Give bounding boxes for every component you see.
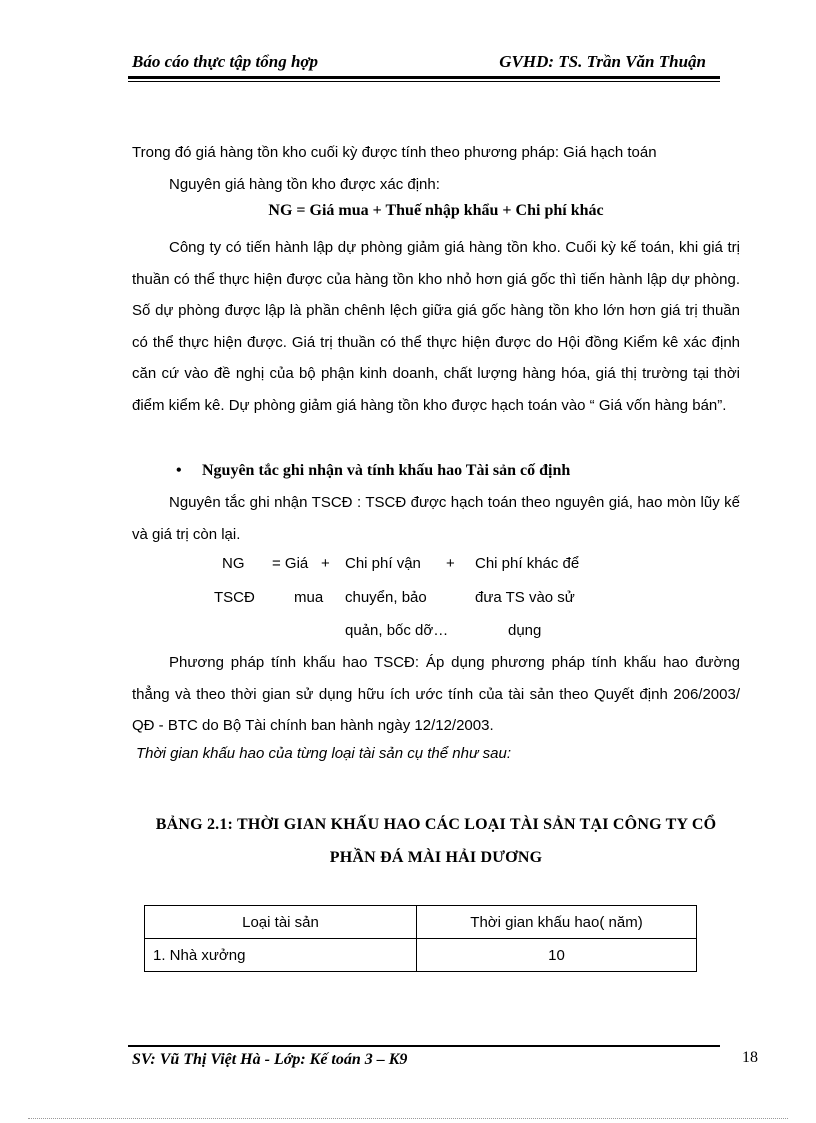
- cell-years: 10: [417, 939, 697, 972]
- plus-sign-1: +: [321, 555, 330, 572]
- ng-label: NG: [222, 555, 245, 572]
- paragraph-depreciation-method: Phương pháp tính khấu hao TSCĐ: Áp dụng phương pháp tính khấu hao đường thẳng và theo thời gian sử dụng hữu ích ước tính của tài sản theo Quyết định 206/2003/ QĐ - BTC do Bộ Tài chính ban hành ngày 12/12/2003.: [132, 654, 740, 735]
- purchase-label: mua: [294, 589, 324, 606]
- body-block-2: [132, 232, 740, 422]
- table-title: [132, 808, 740, 874]
- ng-tscd-formula: [200, 555, 620, 651]
- transport-cost-line-3: quản, bốc dỡ…: [345, 622, 449, 639]
- table-row: [145, 939, 697, 972]
- header-supervisor: GVHD: TS. Trần Văn Thuận: [499, 52, 706, 71]
- body-block-1: [132, 137, 740, 200]
- page-header: [128, 51, 720, 75]
- cell-asset-type: 1. Nhà xưởng: [145, 939, 417, 972]
- bullet-dot-icon: •: [176, 462, 182, 479]
- bullet-heading: [176, 462, 570, 480]
- cost-formula: NG = Giá mua + Thuế nhập khẩu + Chi phí khác: [268, 202, 604, 219]
- header-divider-thin: [128, 81, 720, 82]
- table-title-line-1: BẢNG 2.1: THỜI GIAN KHẤU HAO CÁC LOẠI TÀI SẢN TẠI CÔNG TY CỔ: [155, 816, 717, 833]
- eq-price-label: = Giá: [272, 555, 309, 572]
- transport-cost-line-1: Chi phí vận: [345, 555, 421, 572]
- paragraph-provision: Công ty có tiến hành lập dự phòng giảm giá hàng tồn kho. Cuối kỳ kế toán, khi giá trị thuần có thể thực hiện được của hàng tồn kho nhỏ hơn giá gốc thì tiến hành lập dự phòng. Số dự phòng được lập là phần chênh lệch giữa giá gốc hàng tồn kho lớn hơn giá trị thuần có thể thực hiện được. Giá trị thuần có thể thực hiện được do Hội đồng Kiểm kê xác định căn cứ vào đề nghị của bộ phận kinh doanh, chất lượng hàng hóa, giá thị trường tại thời điểm kiểm kê. Dự phòng giảm giá hàng tồn kho được hạch toán vào “ Giá vốn hàng bán”.: [132, 239, 740, 414]
- page-number: 18: [742, 1049, 758, 1066]
- table-header-row: [145, 906, 697, 939]
- plus-sign-2: +: [446, 555, 455, 572]
- body-block-3: [132, 487, 740, 550]
- paragraph-inventory-method: Trong đó giá hàng tồn kho cuối kỳ được tính theo phương pháp: Giá hạch toán: [132, 144, 657, 161]
- header-report-title: Báo cáo thực tập tổng hợp: [132, 52, 319, 71]
- header-asset-type: Loại tài sản: [145, 906, 417, 939]
- body-block-4: [132, 647, 740, 742]
- paragraph-cost-determined: Nguyên giá hàng tồn kho được xác định:: [169, 175, 440, 193]
- footer-student: SV: Vũ Thị Việt Hà - Lớp: Kế toán 3 – K9: [132, 1051, 408, 1068]
- other-cost-line-1: Chi phí khác để: [475, 555, 580, 572]
- depreciation-intro: Thời gian khấu hao của từng loại tài sản cụ thể như sau:: [136, 745, 511, 762]
- page-bottom-border: [28, 1118, 788, 1119]
- header-depreciation-years: Thời gian khấu hao( năm): [417, 906, 697, 939]
- depreciation-table: [144, 905, 697, 972]
- footer-divider: [128, 1045, 720, 1047]
- bullet-heading-text: Nguyên tắc ghi nhận và tính khấu hao Tài sản cố định: [202, 462, 571, 479]
- other-cost-line-2: đưa TS vào sử: [475, 589, 575, 606]
- table-title-line-2: PHẦN ĐÁ MÀI HẢI DƯƠNG: [329, 849, 543, 866]
- tscd-label: TSCĐ: [214, 589, 255, 606]
- transport-cost-line-2: chuyển, bảo: [345, 589, 427, 606]
- header-divider-thick: [128, 76, 720, 79]
- paragraph-fixed-asset-recognition: Nguyên tắc ghi nhận TSCĐ : TSCĐ được hạch toán theo nguyên giá, hao mòn lũy kế và giá trị còn lại.: [132, 494, 740, 543]
- other-cost-line-3: dụng: [508, 622, 542, 639]
